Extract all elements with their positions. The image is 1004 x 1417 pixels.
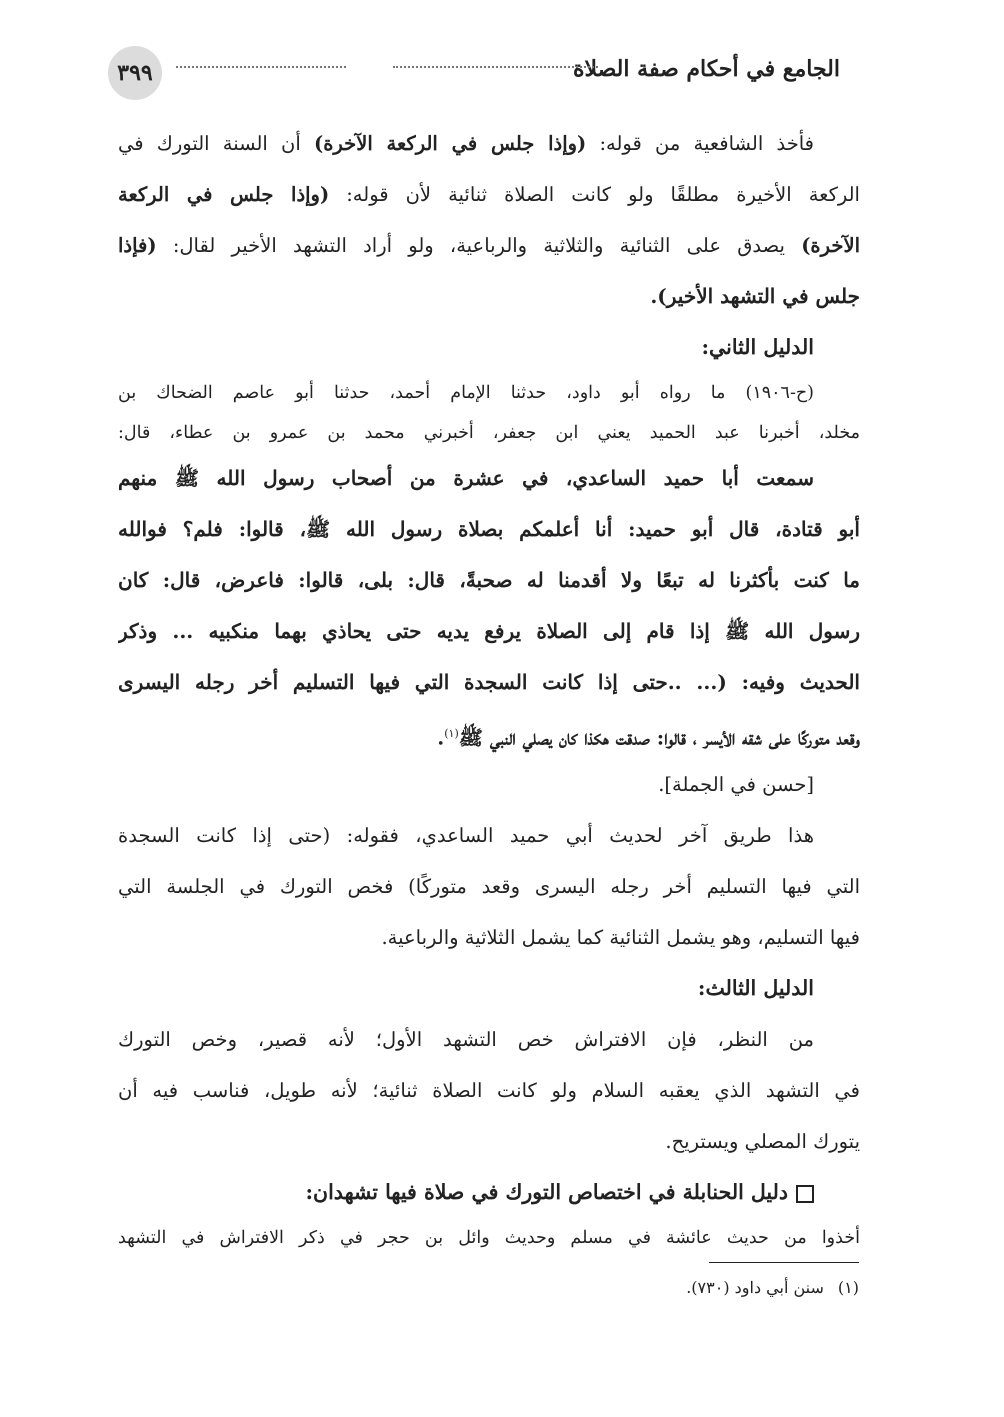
footnote-mark: (١) xyxy=(837,1278,859,1297)
hadith-line: الحديث وفيه: (... ..حتى إذا كانت السجدة التي فيها التسليم أخر رجله اليسرى xyxy=(118,670,860,694)
section-heading: الدليل الثالث: xyxy=(697,976,814,1000)
footnote-text: سنن أبي داود (٧٣٠). xyxy=(686,1278,824,1297)
text-line: جلس في التشهد الأخير). xyxy=(650,284,860,308)
hadith-line: سمعت أبا حميد الساعدي، في عشرة من أصحاب رسول الله ﷺ منهم xyxy=(118,466,814,490)
isnad-line: مخلد، أخبرنا عبد الحميد يعني ابن جعفر، أخبرني محمد بن عمرو بن عطاء، قال: xyxy=(118,423,860,443)
hadith-line: وقعد متوركًا على شقه الأيسر ، قالوا: صدقت هكذا كان يصلي النبي ﷺ$^{(١)}$. xyxy=(437,725,860,750)
isnad-line: (ح-١٩٠٦) ما رواه أبو داود، حدثنا الإمام أحمد، حدثنا أبو عاصم الضحاك بن xyxy=(118,383,814,403)
section-heading: دليل الحنابلة في اختصاص التورك في صلاة فيها تشهدان: xyxy=(118,1167,860,1218)
hadith-line: أبو قتادة، قال أبو حميد: أنا أعلمكم بصلاة رسول الله ﷺ، قالوا: فلم؟ فوالله xyxy=(118,517,860,541)
text-line: أخذوا من حديث عائشة في مسلم وحديث وائل بن حجر في ذكر الافتراش في التشهد xyxy=(118,1228,860,1248)
footnote-ref: (١) xyxy=(444,727,459,740)
running-header xyxy=(108,46,848,98)
footnote-divider xyxy=(709,1262,859,1263)
square-bullet-icon xyxy=(796,1185,814,1203)
text-line: فيها التسليم، وهو يشمل الثنائية كما يشمل الثلاثية والرباعية. xyxy=(381,926,860,949)
header-dotted-leader xyxy=(393,66,598,72)
text-line: من النظر، فإن الافتراش خص التشهد الأول؛ لأنه قصير، وخص التورك xyxy=(118,1028,814,1051)
footnote xyxy=(686,1278,859,1297)
text-line: يتورك المصلي ويستريح. xyxy=(665,1130,860,1153)
section-heading: الدليل الثاني: xyxy=(701,335,814,359)
header-title: الجامع في أحكام صفة الصلاة xyxy=(572,56,840,82)
text-line: في التشهد الذي يعقبه السلام ولو كانت الصلاة ثنائية؛ لأنه طويل، فناسب فيه أن xyxy=(118,1079,860,1102)
main-text xyxy=(118,118,860,1258)
hadith-grade: [حسن في الجملة]. xyxy=(658,773,814,796)
page-number: ٣٩٩ xyxy=(108,46,162,100)
hadith-line: ما كنت بأكثرنا له تبعًا ولا أقدمنا له صحبةً، قال: بلى، قالوا: فاعرض، قال: كان xyxy=(118,568,860,592)
header-dotted-leader xyxy=(176,66,346,72)
text-line: الآخرة) يصدق على الثنائية والثلاثية والرباعية، ولو أراد التشهد الأخير لقال: (فإذا xyxy=(118,234,860,257)
text-line: التي فيها التسليم أخر رجله اليسرى وقعد متوركًا) فخص التورك في الجلسة التي xyxy=(118,875,860,898)
hadith-line: رسول الله ﷺ إذا قام إلى الصلاة يرفع يديه حتى يحاذي بهما منكبيه ... وذكر xyxy=(118,619,860,643)
text-line: الركعة الأخيرة مطلقًا ولو كانت الصلاة ثنائية لأن قوله: (وإذا جلس في الركعة xyxy=(118,183,860,206)
text-line: هذا طريق آخر لحديث أبي حميد الساعدي، فقوله: (حتى إذا كانت السجدة xyxy=(118,824,814,847)
text-line: فأخذ الشافعية من قوله: (وإذا جلس في الركعة الآخرة) أن السنة التورك في xyxy=(118,132,815,155)
